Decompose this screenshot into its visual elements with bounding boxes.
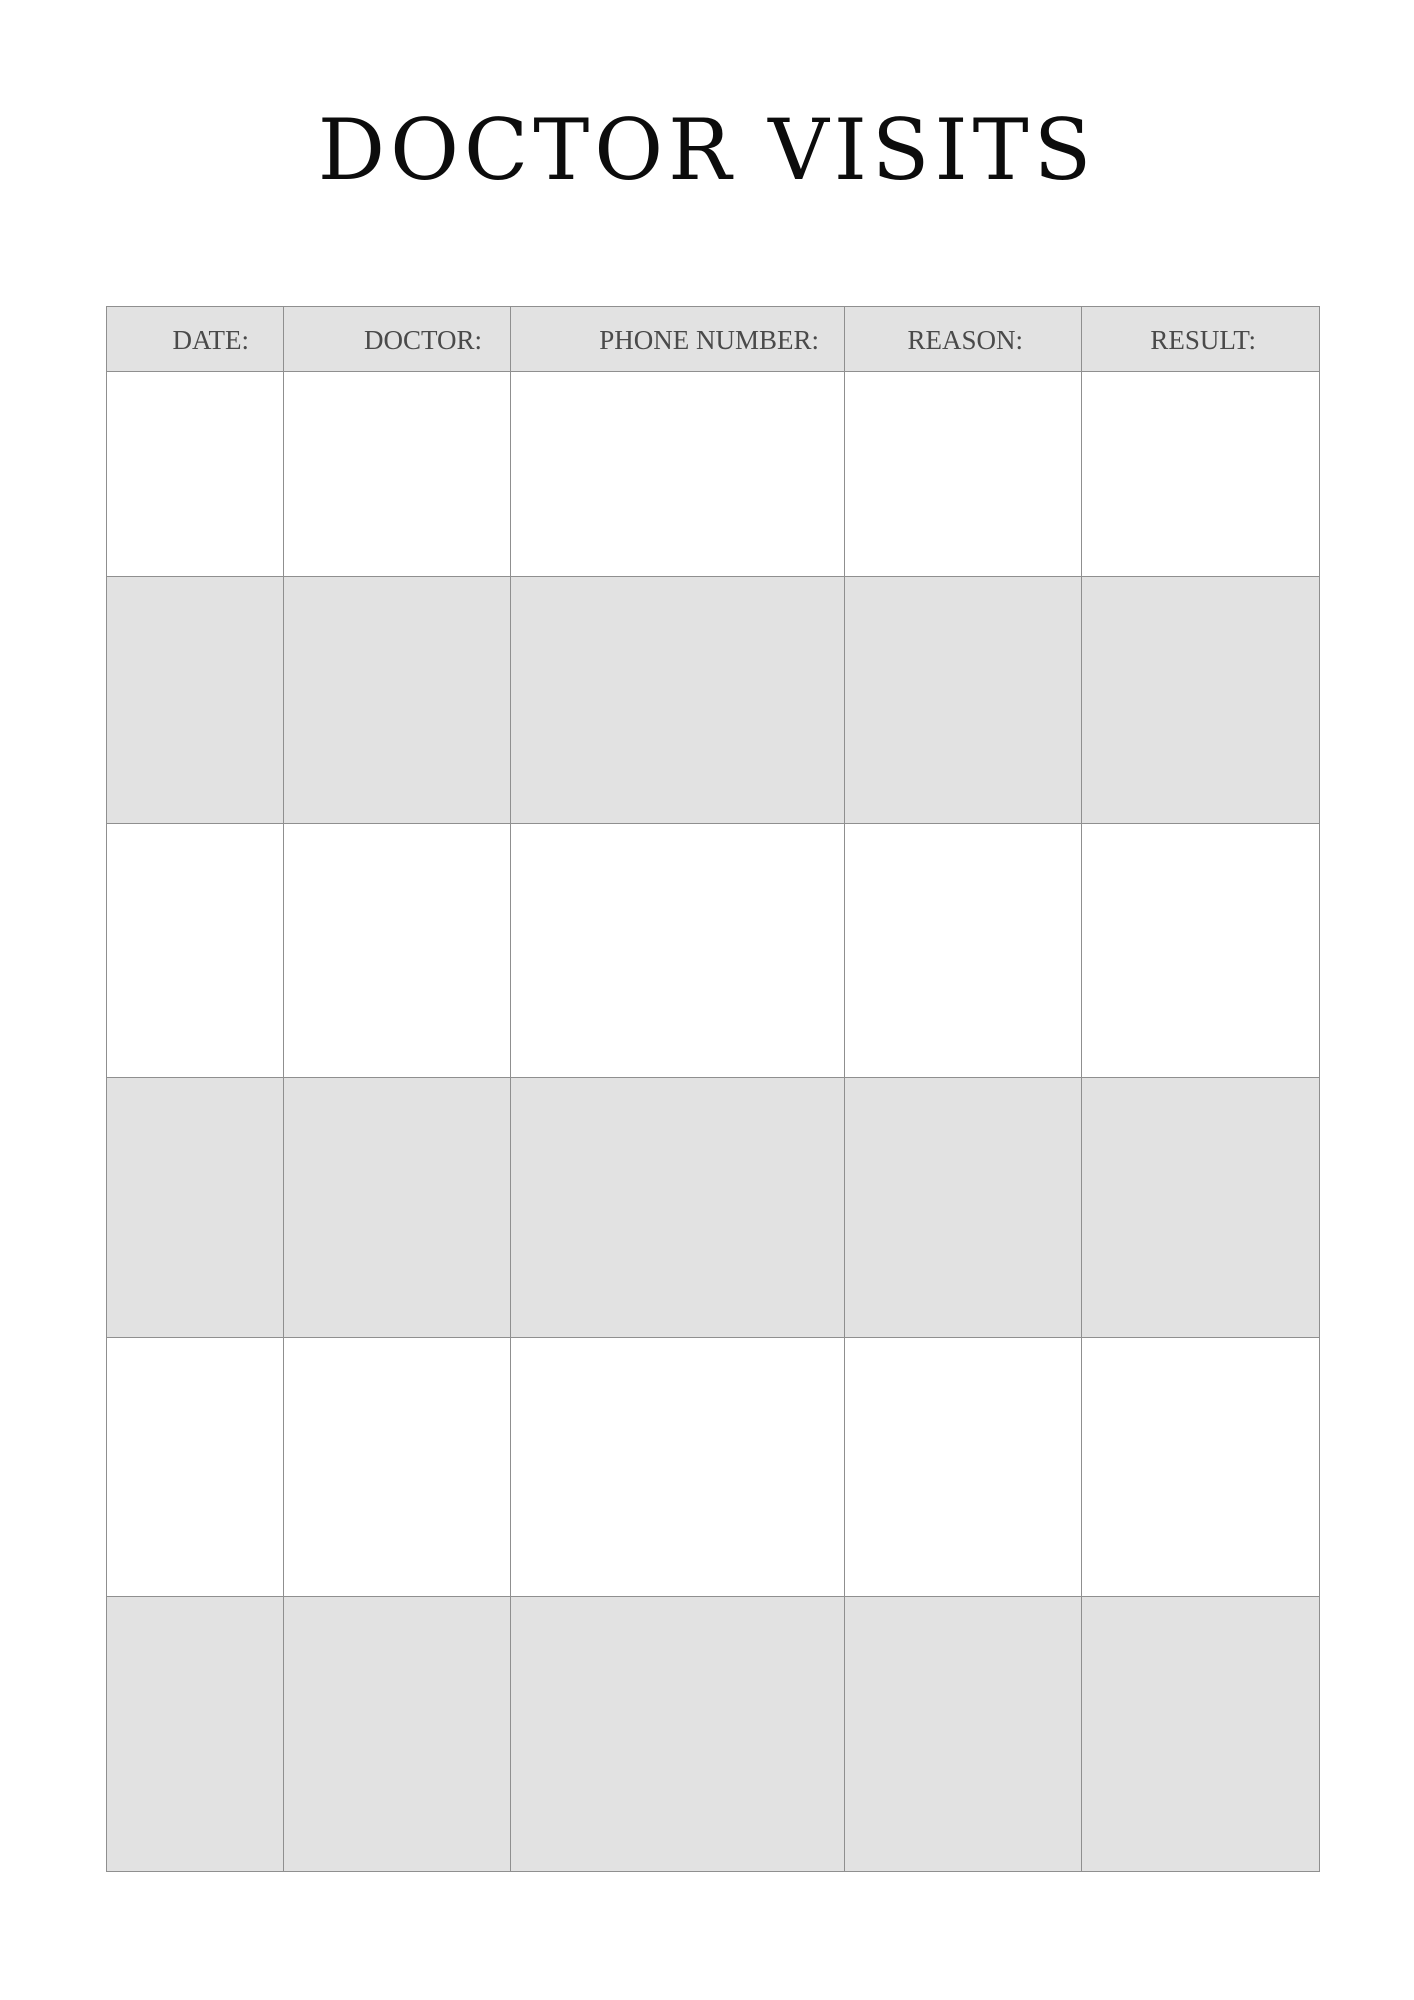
table-row bbox=[107, 824, 1320, 1078]
date-cell[interactable] bbox=[107, 1597, 284, 1872]
reason-cell[interactable] bbox=[845, 824, 1082, 1078]
date-cell[interactable] bbox=[107, 1078, 284, 1338]
table-header-row bbox=[107, 307, 1320, 372]
result-cell[interactable] bbox=[1082, 1078, 1320, 1338]
date-cell[interactable] bbox=[107, 577, 284, 824]
doctor-cell[interactable] bbox=[284, 577, 511, 824]
result-cell[interactable] bbox=[1082, 372, 1320, 577]
reason-cell[interactable] bbox=[845, 1078, 1082, 1338]
result-cell[interactable] bbox=[1082, 1338, 1320, 1597]
result-cell[interactable] bbox=[1082, 577, 1320, 824]
result-cell[interactable] bbox=[1082, 824, 1320, 1078]
table-row bbox=[107, 372, 1320, 577]
doctor-cell[interactable] bbox=[284, 1078, 511, 1338]
column-header-reason: REASON: bbox=[845, 307, 1082, 372]
phone-number-cell[interactable] bbox=[511, 1078, 845, 1338]
table-row bbox=[107, 1597, 1320, 1872]
phone-number-cell[interactable] bbox=[511, 1338, 845, 1597]
reason-cell[interactable] bbox=[845, 1338, 1082, 1597]
column-header-date: DATE: bbox=[107, 307, 284, 372]
result-cell[interactable] bbox=[1082, 1597, 1320, 1872]
phone-number-cell[interactable] bbox=[511, 372, 845, 577]
column-header-doctor: DOCTOR: bbox=[284, 307, 511, 372]
doctor-visits-table bbox=[106, 306, 1320, 1872]
reason-cell[interactable] bbox=[845, 577, 1082, 824]
reason-cell[interactable] bbox=[845, 1597, 1082, 1872]
reason-cell[interactable] bbox=[845, 372, 1082, 577]
doctor-cell[interactable] bbox=[284, 1338, 511, 1597]
phone-number-cell[interactable] bbox=[511, 1597, 845, 1872]
date-cell[interactable] bbox=[107, 372, 284, 577]
date-cell[interactable] bbox=[107, 824, 284, 1078]
doctor-cell[interactable] bbox=[284, 1597, 511, 1872]
table-row bbox=[107, 1078, 1320, 1338]
page-title: DOCTOR VISITS bbox=[317, 101, 1097, 199]
table-row bbox=[107, 577, 1320, 824]
doctor-cell[interactable] bbox=[284, 372, 511, 577]
doctor-cell[interactable] bbox=[284, 824, 511, 1078]
table-row bbox=[107, 1338, 1320, 1597]
phone-number-cell[interactable] bbox=[511, 824, 845, 1078]
phone-number-cell[interactable] bbox=[511, 577, 845, 824]
column-header-phone-number: PHONE NUMBER: bbox=[511, 307, 845, 372]
column-header-result: RESULT: bbox=[1082, 307, 1320, 372]
date-cell[interactable] bbox=[107, 1338, 284, 1597]
